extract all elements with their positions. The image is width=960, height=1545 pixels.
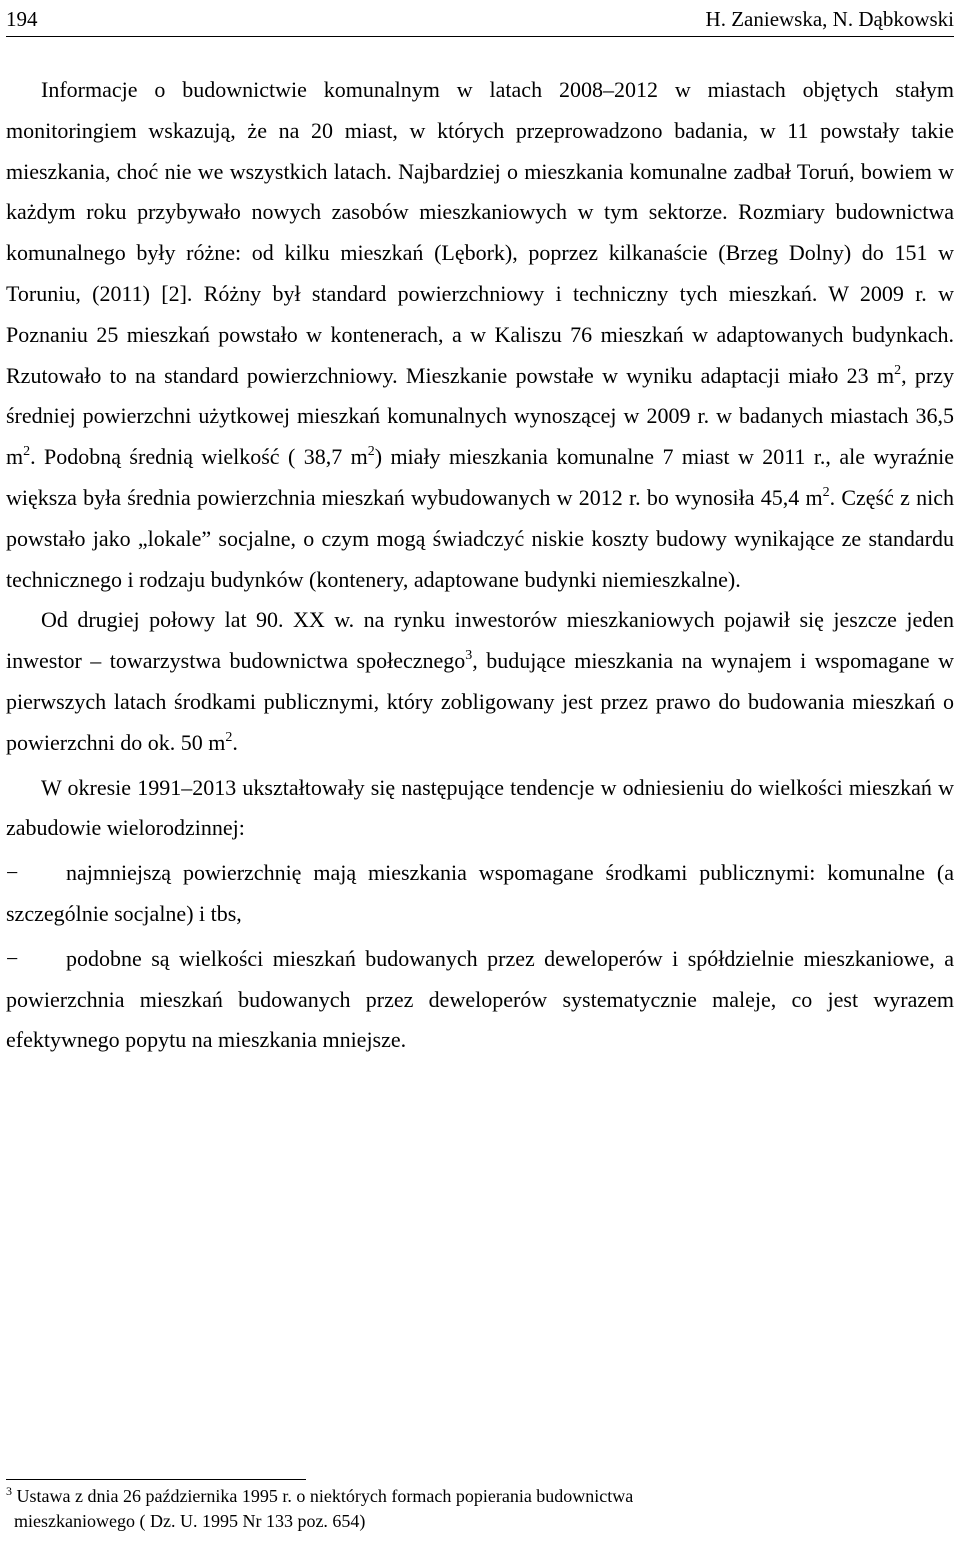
paragraph-1-text: Informacje o budownictwie komunalnym w latach 2008–2012 w miastach objętych stałym monitoringiem wskazują, że na 20 miast, w których przeprowadzono badania, w 11 powstały takie mieszkania, choć nie we wszystkich latach. Najbardziej o mieszkania komunalne zadbał Toruń, bowiem w każdym roku przybywało nowych zasobów mieszkaniowych w tym sektorze. Rozmiary budownictwa komunalnego były różne: od kilku mieszkań (Lębork), poprzez kilkanaście (Brzeg Dolny) do 151 w Toruniu, (2011) [2]. Różny był standard powierzchniowy i techniczny tych mieszkań. W 2009 r. w Poznaniu 25 mieszkań powstało w kontenerach, a w Kaliszu 76 mieszkań w adaptowanych budynkach. Rzutowało to na standard powierzchniowy. Mieszkanie powstałe w wyniku adaptacji miało 23 m [6,77,954,388]
superscript: 2 [367,444,375,460]
footnote [6,1484,906,1534]
footnote-line-1 [6,1484,906,1509]
dash-bullet: − [6,945,19,971]
list-item [6,939,954,1061]
superscript: 2 [23,444,31,460]
paragraph-1-text: . Część z nich powstało jako „lokale” socjalne, o czym mogą świadczyć niskie koszty budowy wynikające ze standardu technicznego i rodzaju budynków (kontenery, adaptowane budynki niemieszkalne). [6,484,955,592]
superscript: 2 [894,362,902,378]
footnote-marker: 3 [6,1484,12,1498]
list-item [6,853,954,935]
dash-bullet: − [6,860,19,886]
footnote-line-2: mieszkaniowego ( Dz. U. 1995 Nr 133 poz. 654) [14,1511,366,1531]
footnote-text: Ustawa z dnia 26 października 1995 r. o niektórych formach popierania budownictwa [12,1486,634,1506]
running-authors: H. Zaniewska, N. Dąbkowski [705,7,954,31]
paragraph-2-text: . [232,729,238,755]
paragraph-2-text: Od drugiej połowy lat 90. XX w. na rynku inwestorów mieszkaniowych pojawił się jeszcze jeden inwestor – towarzystwa budownictwa społecznego [6,607,954,674]
superscript: 2 [225,729,233,745]
list-item-text: najmniejszą powierzchnię mają mieszkania wspomagane środkami publicznymi: komunalne (a szczególnie socjalne) i tbs, [6,860,954,926]
paragraph-3: W okresie 1991–2013 ukształtowały się następujące tendencje w odniesieniu do wielkości mieszkań w zabudowie wielorodzinnej: [6,774,954,841]
footnote-reference: 3 [465,648,473,664]
paragraph-1-text: , przy średniej powierzchni użytkowej mieszkań komunalnych wynoszącej w 2009 r. w badanych miastach 36,5 m [6,362,954,470]
running-header [6,6,954,37]
body-text [6,70,954,1061]
paragraph-1-text: ) miały mieszkania komunalne 7 miast w 2011 r., ale wyraźnie większa była średnia powierzchnia mieszkań wybudowanych w 2012 r. bo wynosiła 45,4 m [6,444,954,510]
paragraph-1-text: . Podobną średnią wielkość ( 38,7 m [30,444,368,470]
superscript: 2 [822,484,830,500]
footnote-separator [6,1479,306,1480]
paragraph-1 [6,70,954,600]
paragraph-2-text: , budujące mieszkania na wynajem i wspomagane w pierwszych latach środkami publicznymi, który zobligowany jest przez prawo do budowania mieszkań o powierzchni do ok. 50 m [6,648,954,755]
page-number: 194 [6,7,38,31]
paragraph-2 [6,600,954,763]
list-item-text: podobne są wielkości mieszkań budowanych przez deweloperów i spółdzielnie mieszkaniowe, a powierzchnia mieszkań budowanych przez deweloperów systematycznie maleje, co jest wyrazem efektywnego popytu na mieszkania mniejsze. [6,945,954,1053]
